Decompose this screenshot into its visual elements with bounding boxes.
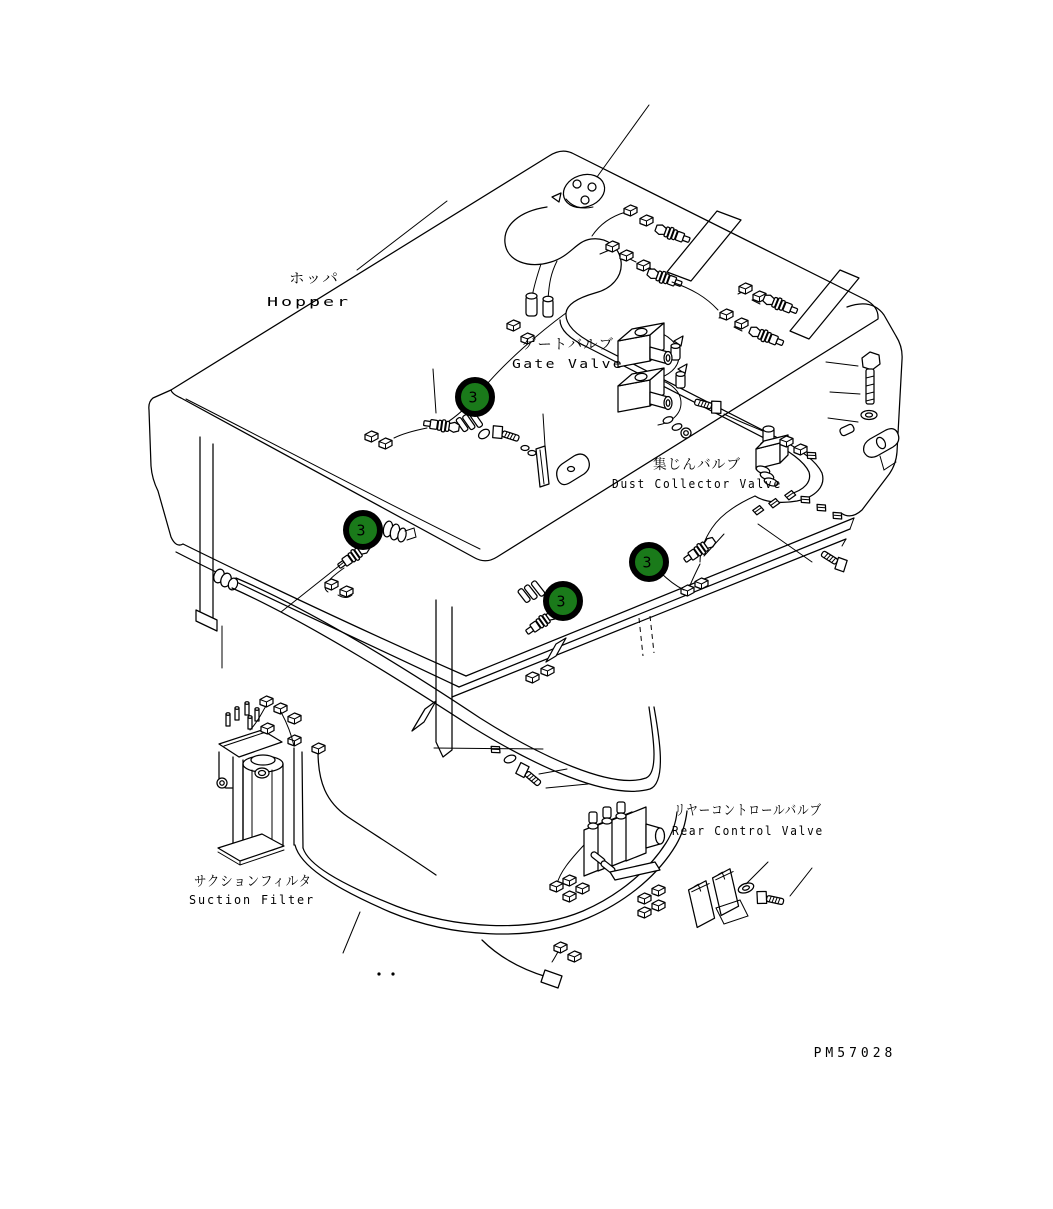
- gate-valve-assembly: [618, 323, 724, 438]
- label-suction-filter-jp: サクションフィルタ: [194, 874, 312, 890]
- svg-text:3: 3: [468, 388, 478, 407]
- suction-filter-assembly: [217, 696, 325, 865]
- bolt-icon: [693, 395, 724, 415]
- label-rear-control-valve: [672, 803, 824, 838]
- label-rear-control-valve-en: Rear Control Valve: [672, 823, 824, 838]
- leader-line: [597, 105, 649, 177]
- bolt-icon: [490, 424, 521, 445]
- label-gate-valve-jp: ゲートバルブ: [522, 337, 614, 353]
- label-hopper-en: Hopper: [267, 294, 351, 309]
- label-dust-collector-valve-en: Dust Collector Valve: [612, 476, 782, 491]
- callout-layer: [346, 380, 666, 618]
- hopper-outline: [149, 151, 902, 757]
- pressure-sensor-cluster-3: [517, 580, 654, 662]
- hydraulic-hoses: [232, 578, 687, 988]
- hidden-line: [639, 616, 654, 656]
- harness-grommet: [559, 169, 609, 212]
- bolt-icon: [819, 547, 850, 573]
- bolt-icon: [514, 761, 544, 789]
- bolt-head: [862, 352, 880, 370]
- label-hopper-jp: ホッパ: [289, 271, 339, 287]
- label-gate-valve-en: Gate Valve: [512, 356, 624, 371]
- pressure-sensor-cluster-2: [212, 520, 416, 668]
- bolt-icon: [755, 890, 785, 909]
- svg-text:3: 3: [642, 553, 652, 572]
- quantity-callout: [458, 380, 492, 414]
- filter-base-plate: [218, 834, 284, 861]
- rear-control-valve-assembly: [550, 802, 812, 928]
- top-wiring-harness: [357, 105, 823, 502]
- svg-text:3: 3: [556, 592, 566, 611]
- right-face-hardware: [826, 352, 899, 470]
- label-dust-collector-valve-jp: 集じんバルブ: [653, 457, 743, 473]
- quantity-callout: [632, 545, 666, 579]
- relay-box: [688, 880, 715, 928]
- label-suction-filter: [189, 874, 315, 907]
- label-hopper: [267, 271, 351, 309]
- label-rear-control-valve-jp: リヤーコントロールバルブ: [674, 803, 822, 819]
- leader-line: [758, 524, 812, 562]
- gate-valve-body-lower: [618, 368, 672, 412]
- leader-line: [746, 862, 812, 896]
- quantity-callout: [546, 584, 580, 618]
- quantity-callout: [346, 513, 380, 547]
- washer-icon: [737, 881, 755, 895]
- part-code: PM57028: [813, 1046, 897, 1061]
- gate-valve-body-upper: [618, 323, 672, 367]
- washer-icon: [861, 411, 877, 420]
- leader-line: [343, 912, 360, 953]
- label-suction-filter-en: Suction Filter: [189, 892, 315, 907]
- leader-line: [357, 201, 447, 270]
- leader-line: [222, 562, 344, 668]
- leader-line: [826, 362, 860, 422]
- svg-text:3: 3: [356, 521, 366, 540]
- pointer-arrow: [412, 701, 436, 731]
- leader-line: [434, 748, 588, 788]
- label-gate-valve: [512, 337, 624, 371]
